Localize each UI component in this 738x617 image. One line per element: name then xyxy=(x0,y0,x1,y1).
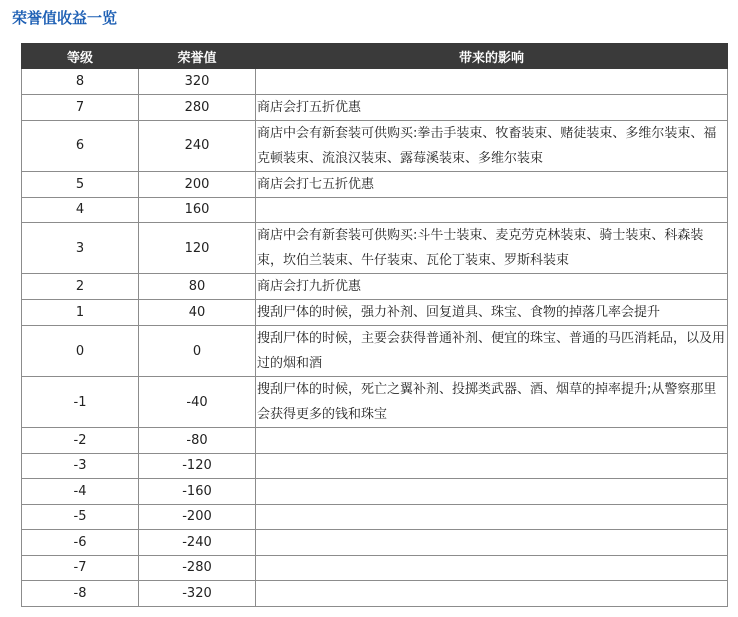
cell-level: -4 xyxy=(22,479,139,505)
cell-honor: -280 xyxy=(139,555,256,581)
cell-honor: -40 xyxy=(139,377,256,428)
cell-effect xyxy=(256,69,728,95)
cell-effect xyxy=(256,453,728,479)
cell-level: -8 xyxy=(22,581,139,607)
cell-effect xyxy=(256,504,728,530)
honor-table xyxy=(21,43,728,607)
cell-honor: 0 xyxy=(139,326,256,377)
cell-effect: 商店会打七五折优惠 xyxy=(256,171,728,197)
cell-honor: 280 xyxy=(139,94,256,120)
page-title: 荣誉值收益一览 xyxy=(12,9,118,27)
cell-level: 6 xyxy=(22,120,139,171)
table-row xyxy=(22,120,728,171)
cell-honor: 160 xyxy=(139,197,256,223)
cell-honor: -160 xyxy=(139,479,256,505)
cell-effect: 搜刮尸体的时候，主要会获得普通补剂、便宜的珠宝、普通的马匹消耗品，以及用过的烟和酒 xyxy=(256,326,728,377)
table-row xyxy=(22,504,728,530)
cell-effect xyxy=(256,581,728,607)
cell-honor: 80 xyxy=(139,274,256,300)
cell-effect xyxy=(256,197,728,223)
cell-level: 4 xyxy=(22,197,139,223)
cell-level: 0 xyxy=(22,326,139,377)
cell-level: -5 xyxy=(22,504,139,530)
table-row xyxy=(22,479,728,505)
cell-effect: 商店中会有新套装可供购买:斗牛士装束、麦克劳克林装束、骑士装束、科森装束，坎伯兰装束、牛仔装束、瓦伦丁装束、罗斯科装束 xyxy=(256,223,728,274)
cell-honor: -80 xyxy=(139,428,256,454)
cell-effect xyxy=(256,428,728,454)
cell-honor: -320 xyxy=(139,581,256,607)
table-row xyxy=(22,428,728,454)
table-row xyxy=(22,581,728,607)
cell-level: -1 xyxy=(22,377,139,428)
table-header-row xyxy=(22,44,728,69)
cell-level: 1 xyxy=(22,300,139,326)
cell-honor: 120 xyxy=(139,223,256,274)
cell-effect: 商店会打五折优惠 xyxy=(256,94,728,120)
table-row xyxy=(22,223,728,274)
cell-effect: 搜刮尸体的时候，死亡之翼补剂、投掷类武器、酒、烟草的掉率提升;从警察那里会获得更多的钱和珠宝 xyxy=(256,377,728,428)
cell-effect: 商店中会有新套装可供购买:拳击手装束、牧畜装束、赌徒装束、多维尔装束、福克顿装束、流浪汉装束、露莓溪装束、多维尔装束 xyxy=(256,120,728,171)
table-row xyxy=(22,197,728,223)
cell-honor: -240 xyxy=(139,530,256,556)
cell-honor: 320 xyxy=(139,69,256,95)
table-row xyxy=(22,69,728,95)
cell-level: 5 xyxy=(22,171,139,197)
table-row xyxy=(22,530,728,556)
cell-level: -6 xyxy=(22,530,139,556)
cell-effect xyxy=(256,530,728,556)
cell-level: 2 xyxy=(22,274,139,300)
cell-honor: -200 xyxy=(139,504,256,530)
cell-effect xyxy=(256,555,728,581)
cell-effect xyxy=(256,479,728,505)
table-row xyxy=(22,300,728,326)
table-row xyxy=(22,555,728,581)
cell-honor: 240 xyxy=(139,120,256,171)
cell-honor: 40 xyxy=(139,300,256,326)
cell-effect: 商店会打九折优惠 xyxy=(256,274,728,300)
header-effect: 带来的影响 xyxy=(256,44,728,69)
table-row xyxy=(22,377,728,428)
cell-honor: 200 xyxy=(139,171,256,197)
cell-level: 7 xyxy=(22,94,139,120)
table-row xyxy=(22,453,728,479)
table-row xyxy=(22,94,728,120)
cell-level: -7 xyxy=(22,555,139,581)
cell-level: 3 xyxy=(22,223,139,274)
header-level: 等级 xyxy=(22,44,139,69)
header-honor: 荣誉值 xyxy=(139,44,256,69)
table-row xyxy=(22,274,728,300)
table-row xyxy=(22,171,728,197)
cell-honor: -120 xyxy=(139,453,256,479)
cell-effect: 搜刮尸体的时候，强力补剂、回复道具、珠宝、食物的掉落几率会提升 xyxy=(256,300,728,326)
cell-level: 8 xyxy=(22,69,139,95)
cell-level: -2 xyxy=(22,428,139,454)
cell-level: -3 xyxy=(22,453,139,479)
table-row xyxy=(22,326,728,377)
